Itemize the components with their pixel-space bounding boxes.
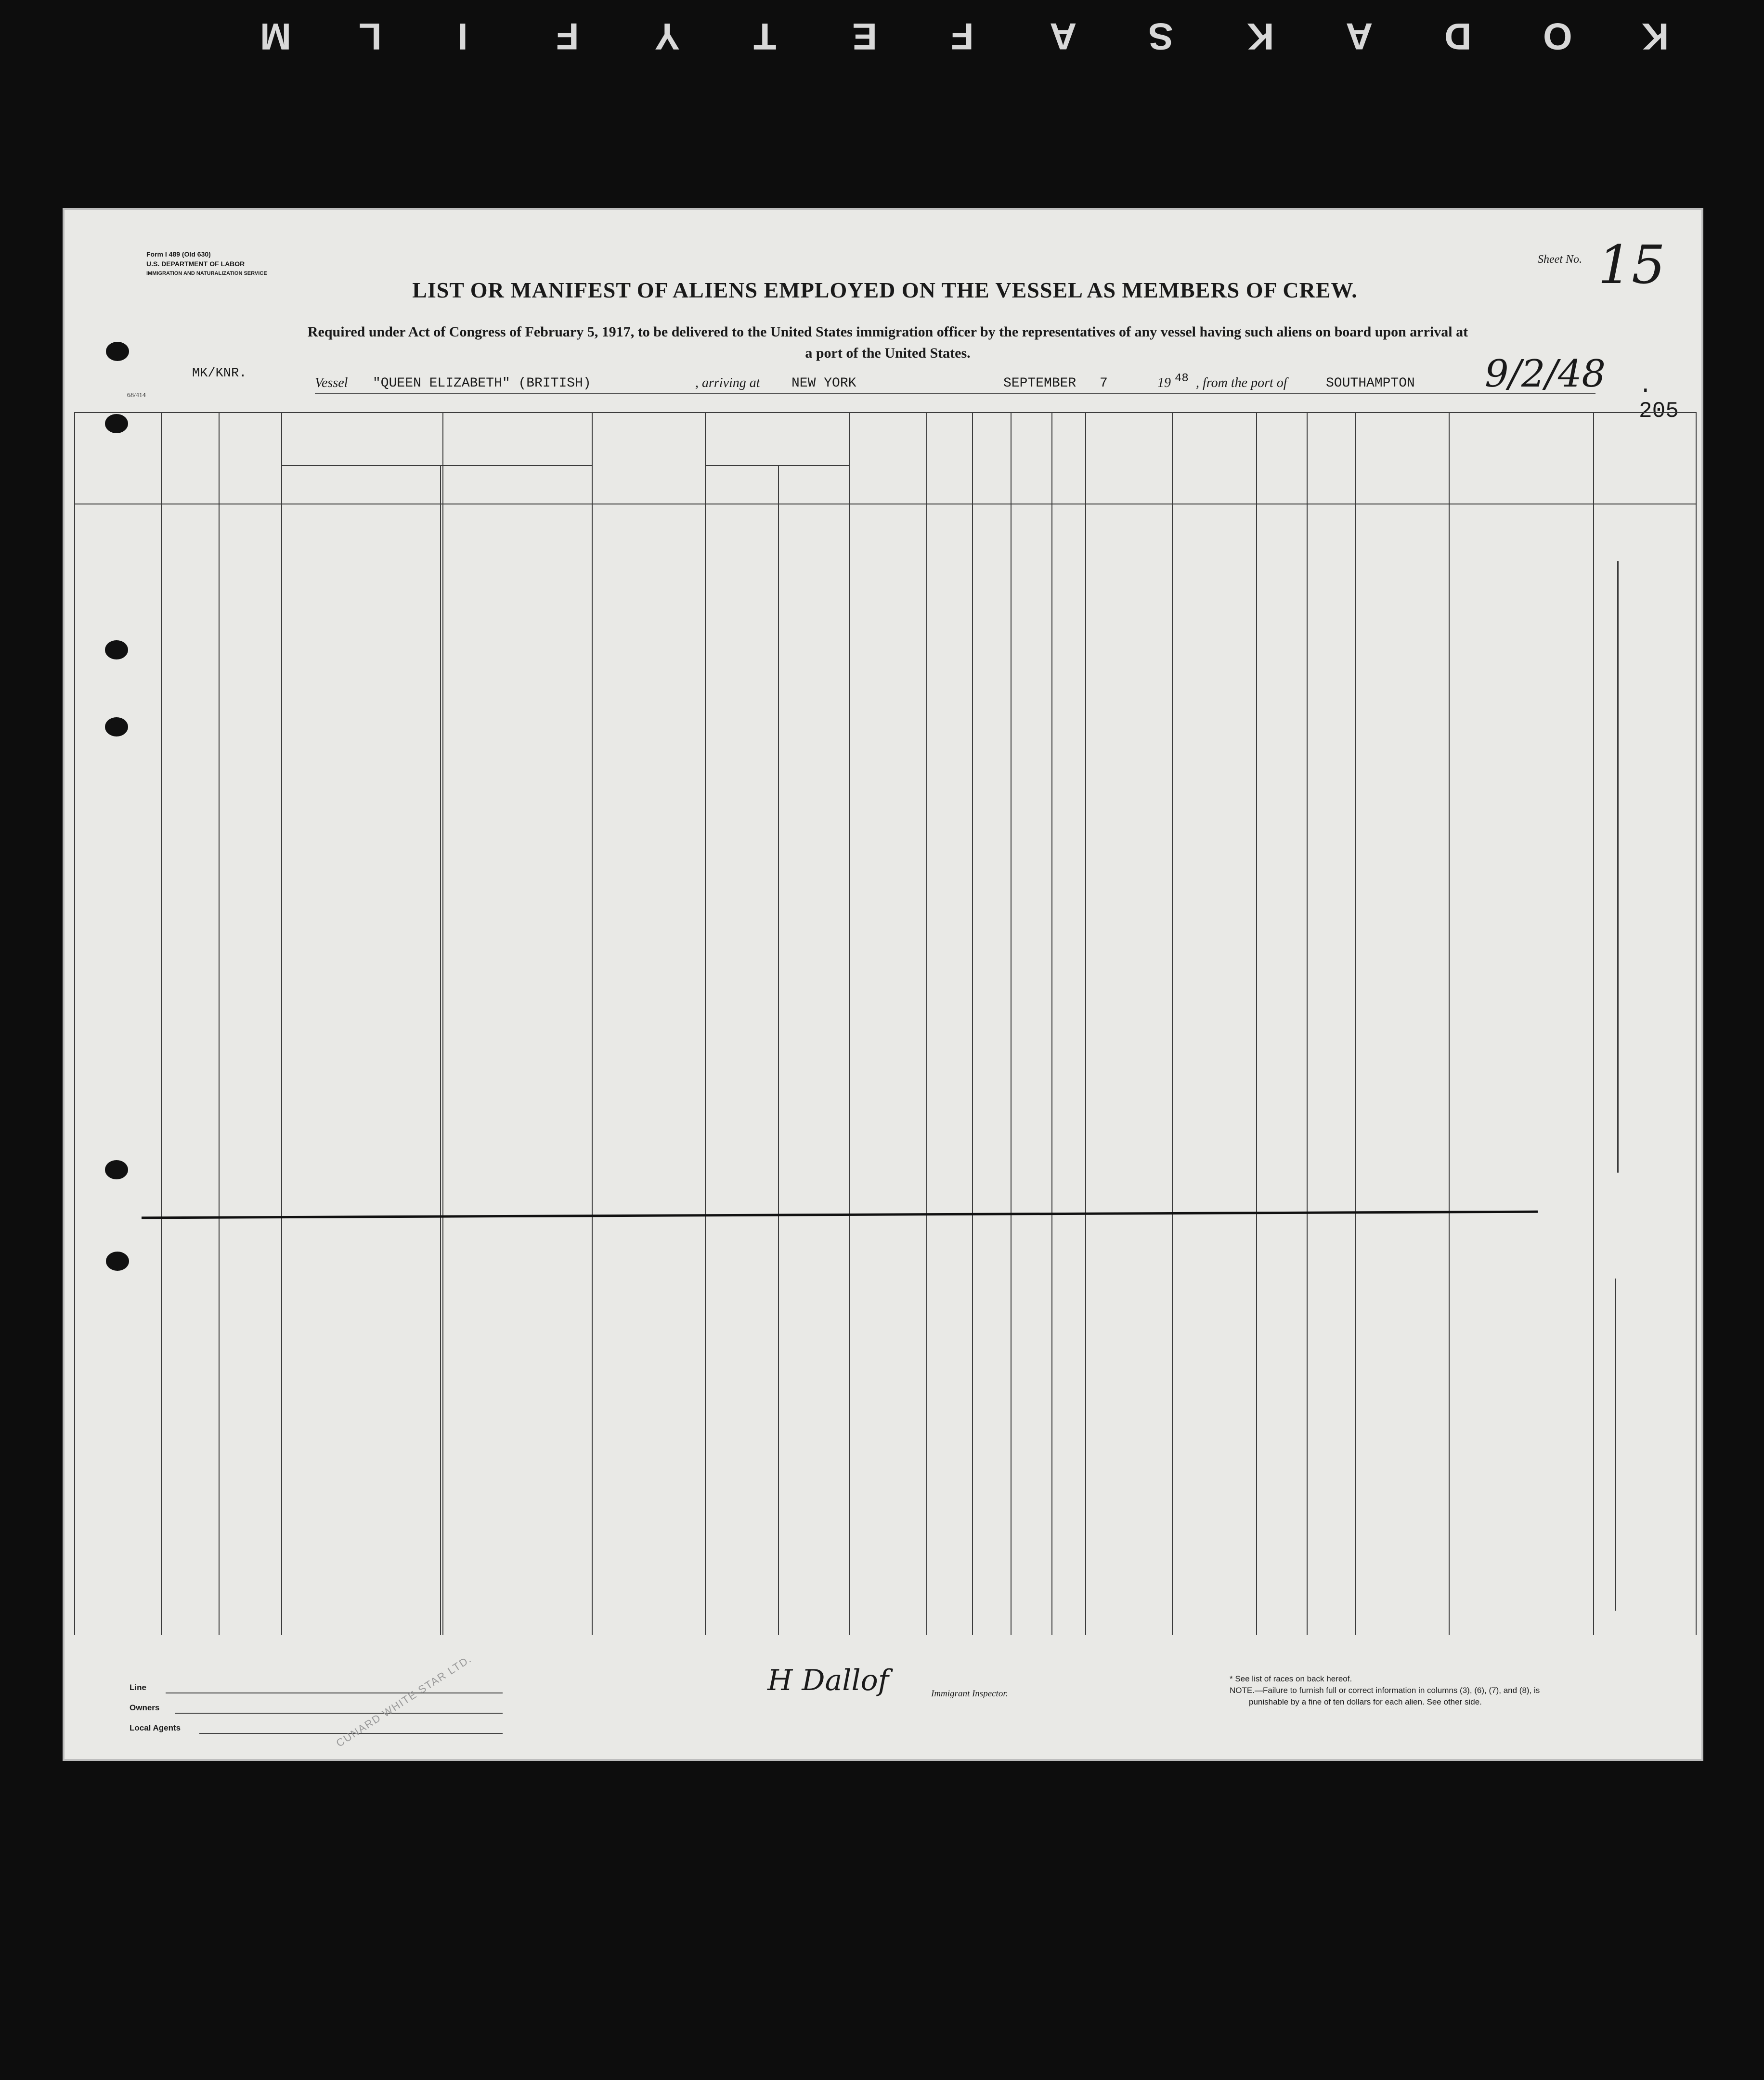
punch-hole [106,1252,129,1271]
table-row [74,1321,1696,1348]
film-edge-letter: K [1639,15,1669,58]
inspector-bracket-line [1615,1279,1616,1611]
film-edge-text [0,14,1764,77]
vessel-name: "QUEEN ELIZABETH" (BRITISH) [373,376,591,391]
arrival-port: NEW YORK [791,376,856,391]
races-note: * See list of races on back hereof. [1230,1674,1352,1683]
handwritten-date: 9/2/48 [1485,352,1606,396]
mk-code: MK/KNR. [192,366,247,381]
table-row [74,1243,1696,1270]
arrival-month: SEPTEMBER [1003,376,1077,391]
inspector-bracket-line [1617,561,1619,1173]
table-row [74,1134,1696,1161]
fine-note-1: NOTE.—Failure to furnish full or correct information in columns (3), (6), (7), and (8), is [1230,1686,1540,1695]
table-row [74,853,1696,879]
vessel-label: Vessel [315,375,348,390]
film-edge-letter: F [553,15,579,58]
owners-rule [175,1713,503,1714]
sheet-number: 15 [1598,234,1665,296]
film-edge-letter: O [1540,15,1572,58]
punch-hole [106,342,129,361]
fine-note-2: punishable by a fine of ten dollars for each alien. See other side. [1249,1697,1482,1706]
film-edge-letter: Y [652,15,680,58]
page-title: LIST OR MANIFEST OF ALIENS EMPLOYED ON THE VESSEL AS MEMBERS OF CREW. [412,278,1358,302]
owners-label: Owners [130,1703,160,1712]
film-edge-letter: T [751,15,777,58]
service-name: IMMIGRATION AND NATURALIZATION SERVICE [146,271,267,276]
footer [65,1644,1705,1760]
column-divider [1696,412,1697,1635]
film-edge-letter: L [356,15,382,58]
agents-label: Local Agents [130,1723,181,1732]
table-row [74,536,1696,563]
table-row [74,957,1696,984]
year-suffix: 48 [1175,372,1189,385]
film-edge-letter: D [1441,15,1472,58]
film-edge-letter: M [257,15,291,58]
table-row [74,747,1696,774]
punch-hole [105,414,128,433]
form-number: Form I 489 (Old 630) [146,250,211,258]
table-row [74,1534,1696,1561]
company-stamp: CUNARD WHITE STAR LTD. [334,1653,474,1750]
punch-hole [105,640,128,659]
year-prefix: 19 [1157,375,1171,390]
table-row [74,1171,1696,1198]
sheet-label: Sheet No. [1538,253,1582,266]
table-row [74,1394,1696,1421]
vessel-line [315,352,1606,396]
table-row [74,1282,1696,1309]
department-name: U.S. DEPARTMENT OF LABOR [146,260,245,268]
punch-hole [105,717,128,736]
page-code: . 205 [1639,374,1679,424]
shipped-subheader-rule [705,465,849,466]
table-row [74,1430,1696,1457]
table-row [74,573,1696,600]
film-edge-letter: I [454,15,468,58]
table-row [74,641,1696,668]
form-header-block [146,249,267,278]
arriving-label: , arriving at [695,375,760,390]
table-row [74,1355,1696,1382]
small-form-number: 68/414 [127,392,146,399]
film-edge-letter: K [1244,15,1274,58]
table-row [74,922,1696,949]
line-rule [166,1692,503,1693]
table-row [74,1497,1696,1524]
film-edge-letter: A [1343,15,1373,58]
film-edge-letter: A [1047,15,1077,58]
table-row [74,676,1696,703]
table-row [74,607,1696,633]
arrival-day: 7 [1100,376,1108,391]
row-divider [74,412,1696,413]
manifest-page [63,208,1703,1761]
table-row [74,886,1696,913]
name-subheader-rule [281,465,592,466]
footer-notes [1230,1673,1540,1708]
punch-hole [105,1160,128,1179]
from-label: , from the port of [1196,375,1287,390]
film-edge-letter: E [849,15,878,58]
table-row [74,1027,1696,1054]
table-row [74,818,1696,845]
film-edge-letter: F [948,15,974,58]
table-row [74,1063,1696,1090]
table-row [74,1100,1696,1127]
film-edge-letter: S [1145,15,1174,58]
page-subtitle: Required under Act of Congress of February 5, 1917, to be delivered to the United States immigration officer by the representatives of any vessel having such aliens on board upon arrival at a port of the United States. [307,324,1468,361]
table-row [74,711,1696,738]
table-row [74,993,1696,1020]
table-row [74,1569,1696,1596]
inspector-signature: H Dallof [767,1664,889,1697]
departure-port: SOUTHAMPTON [1326,376,1415,391]
crew-table [74,412,1696,1635]
inspector-label: Immigrant Inspector. [931,1689,1008,1699]
table-row [74,1462,1696,1489]
table-row [74,785,1696,812]
line-label: Line [130,1683,146,1692]
